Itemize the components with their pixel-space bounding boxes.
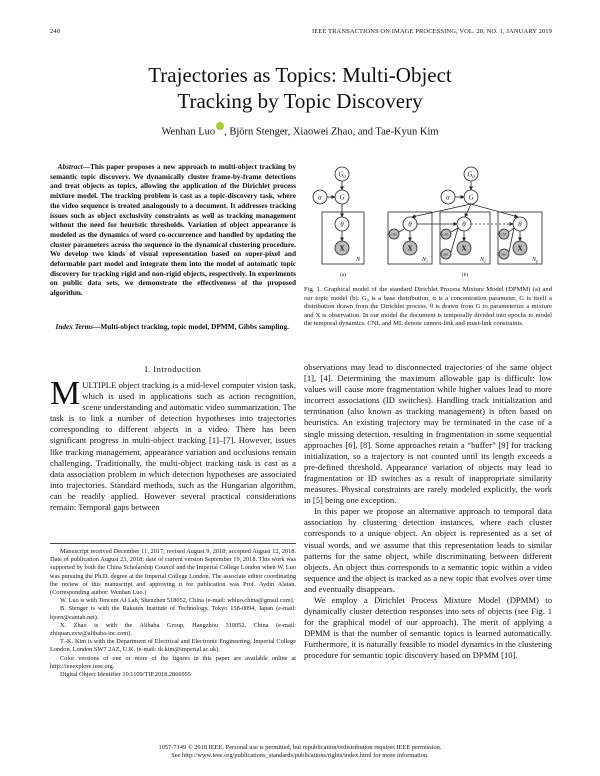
copyright-footer [0,744,600,760]
journal-header: IEEE TRANSACTIONS ON IMAGE PROCESSING, VOL. 28, NO. 1, JANUARY 2019 [311,28,552,35]
right-column-text [304,362,552,662]
svg-text:N1: $N_1$ [421,257,429,264]
footnote-color: Color versions of one or more of the figures in this paper are available online at http://ieeexplore.ieee.org. [50,654,296,670]
section-heading: I. Introduction [144,364,202,374]
svg-text:Np: $N_p$ [531,257,539,264]
index-terms-text: —Multi-object tracking, topic model, DPMM, Gibbs sampling. [93,322,289,331]
svg-text:ML: ML [443,252,449,257]
x-label-a: X [339,244,345,253]
copyright-line-1: 1057-7149 © 2018 IEEE. Personal use is permitted, but republication/redistribution requires IEEE permission. [158,744,442,751]
footnotes [50,548,296,679]
subfigure-a-label: (a) [339,272,347,278]
g-label-a: G [339,193,345,202]
subfigure-b-label: (b) [461,272,469,278]
svg-text:CNL: CNL [442,232,450,237]
title-line-2: Tracking by Topic Discovery [177,89,423,113]
introduction-text [50,375,296,513]
abstract-text: —This paper proposes a new approach to multi-object tracking by semantic topic discovery. We dynamically cluster frame-by-frame detections and treat objects as topics, allowing the application of the Dirichlet process mixture model. The tracking problem is cast as a topic-discovery task, where the video sequence is treated analogously to a document. It addresses tracking issues such as object exclusivity constraints as well as tracking management without the need for heuristic thresholds. Variation of object appearance is modeled as the dynamics of word co-occurrence and handled by updating the cluster parameters across the sequence in the dynamical clustering procedure. We develop two kinds of visual representation based on super-pixel and deformable part model and integrate them into the model of automatic topic discovery for tracking rigid and non-rigid objects, respectively. In experiments on public data sets, we demonstrate the effectiveness of the proposed algorithm. [50,162,296,298]
svg-text:CNL: CNL [500,232,508,237]
index-terms [50,322,296,332]
graphical-model-figure [300,160,552,290]
plate-n-label: N [355,257,361,263]
author-rest: , Björn Stenger, Xiaowei Zhao, and Tae-Kyun Kim [224,126,439,138]
svg-text:N2: $N_2$ [479,257,487,264]
svg-text:α: α [446,193,450,202]
paragraph-1: observations may lead to disconnected trajectories of the same object [1], [4]. Determining the maximum allowable gap is difficult: low values will cause more fragmentation while higher values lead to more incorrect associations (ID switches). Handling track initialization and termination (also known as tracking management) is often based on heuristics. An existing trajectory may be terminated in the case of a single missing detection, resulting in fragmentation in some sequential approaches [6], [8]. Some approaches retain a “buffer” [9] for tracking initialization, so a trajectory is not counted until its length exceeds a pre-defined threshold. Appearance variation of objects may lead to fragmentation or ID switches as a result of inappropriate similarity measures. Physical constraints are rarely modeled explicitly, the work in [5] being one exception. [304,362,552,506]
svg-text:θ: θ [462,220,466,229]
svg-text:X: X [517,244,523,253]
orcid-icon[interactable] [216,122,224,130]
footnote-zhao: X. Zhao is with the Alibaba Group, Hangzhou 310052, China (e-mail: zhiquan.zxw@alibaba-inc.com). [50,621,296,638]
first-word: ULTIPLE [82,380,117,390]
svg-text:X: X [461,244,467,253]
svg-text:X: X [407,244,413,253]
paragraph-2: In this paper we propose an alternative approach to temporal data association by clustering detection instances, where each cluster corresponds to a unique object. An object is represented as a set of visual words, and we assume that this representation leads to similar patterns for the same object, while discriminating between different objects. An object thus corresponds to a semantic topic within a video sequence and the object is tracked as a new topic that evolves over time and eventually disappears. [304,506,552,594]
footnote-kim: T.-K. Kim is with the Department of Electrical and Electronic Engineering, Imperial College London, London SW7 2AZ, U.K. (e-mail: tk.kim@imperial.ac.uk). [50,638,296,654]
footnote-doi: Digital Object Identifier 10.1109/TIP.2018.2866955 [60,671,191,679]
abstract-label: Abstract [57,162,83,171]
theta-label-a: θ [340,220,344,229]
abstract [50,162,296,298]
svg-text:G0: $G_0$ [467,170,475,179]
svg-text:CNL: CNL [390,232,398,237]
copyright-line-2: See http://www.ieee.org/publications_standards/publications/rights/index.html for more information. [171,752,429,760]
footnote-stenger: B. Stenger is with the Rakuten Institute of Technology, Tokyo 158-0094, Japan (e-mail: bjorn@cantab.net). [50,605,296,621]
paragraph-3: We employ a Dirichlet Process Mixture Model (DPMM) to dynamically cluster detection responses into sets of objects (see Fig. 1 for the graphical model of our approach). The merit of applying a DPMM is that the number of semantic topics is learned automatically. Furthermore, it is naturally feasible to model dynamics in the clustering procedure for semantic topic discovery based on DPMM [10]. [304,594,552,661]
svg-text:G: G [468,193,474,202]
svg-text:ML: ML [501,252,507,257]
alpha-label-a: α [318,193,322,202]
intro-body: object tracking is a mid-level computer vision task, which is used in applications such as action recognition, scene understanding and automatic video summarization. The task is to link a number of detection hypotheses into trajectories corresponding to different objects in a video. There has been significant progress in multi-object tracking [1]–[7]. However, issues like tracking management, appearance variation and occlusions remain challenging. Traditionally, the multi-object tracking task is cast as a data association problem in which detection hypotheses are associated into trajectories. Standard methods, such as the Hungarian algorithm, can be readily applied. However several practical considerations remain: Temporal gaps between [50,380,296,513]
figure-caption: Fig. 1. Graphical model of the standard Dirichlet Process Mixture Model (DPMM) (a) and our topic model (b). G₀ is a base distribution, α is a concentration parameter, G is itself a distribution drawn from the Dirichlet process, θ is drawn from G to parameterize a mixture and X is observation. In our model the document is temporally divided into epochs to model the temporal dynamics. CNL and ML denote cannot-link and must-link constraints. [304,286,552,328]
page-number: 240 [50,28,61,35]
svg-text:θ: θ [518,220,522,229]
author-list [0,122,600,138]
footnote-divider [50,543,296,544]
svg-text:θ: θ [408,220,412,229]
author-first: Wenhan Luo [161,126,216,138]
drop-cap: M [50,375,81,412]
svg-text:G0: $G_0$ [338,170,346,179]
footnote-manuscript: Manuscript received December 11, 2017; revised August 9, 2018; accepted August 12, 2018. Date of publication August 23, 2018; date of current version September 19, 2018. This work was supported by both the China Scholarship Council and the Imperial College London when W. Luo was pursuing the Ph.D. degree at the Imperial College London. The associate editor coordinating the review of this manuscript and approving it for publication was Prof. Aydin Alatan. (Corresponding author: Wenhan Luo.) [50,548,296,597]
title-line-1: Trajectories as Topics: Multi-Object [148,63,452,87]
paper-title [0,62,600,114]
index-terms-label: Index Terms [55,322,94,331]
footnote-luo: W. Luo is with Tencent AI Lab, Shenzhen 518052, China (e-mail: whluo.china@gmail.com). [60,597,295,605]
